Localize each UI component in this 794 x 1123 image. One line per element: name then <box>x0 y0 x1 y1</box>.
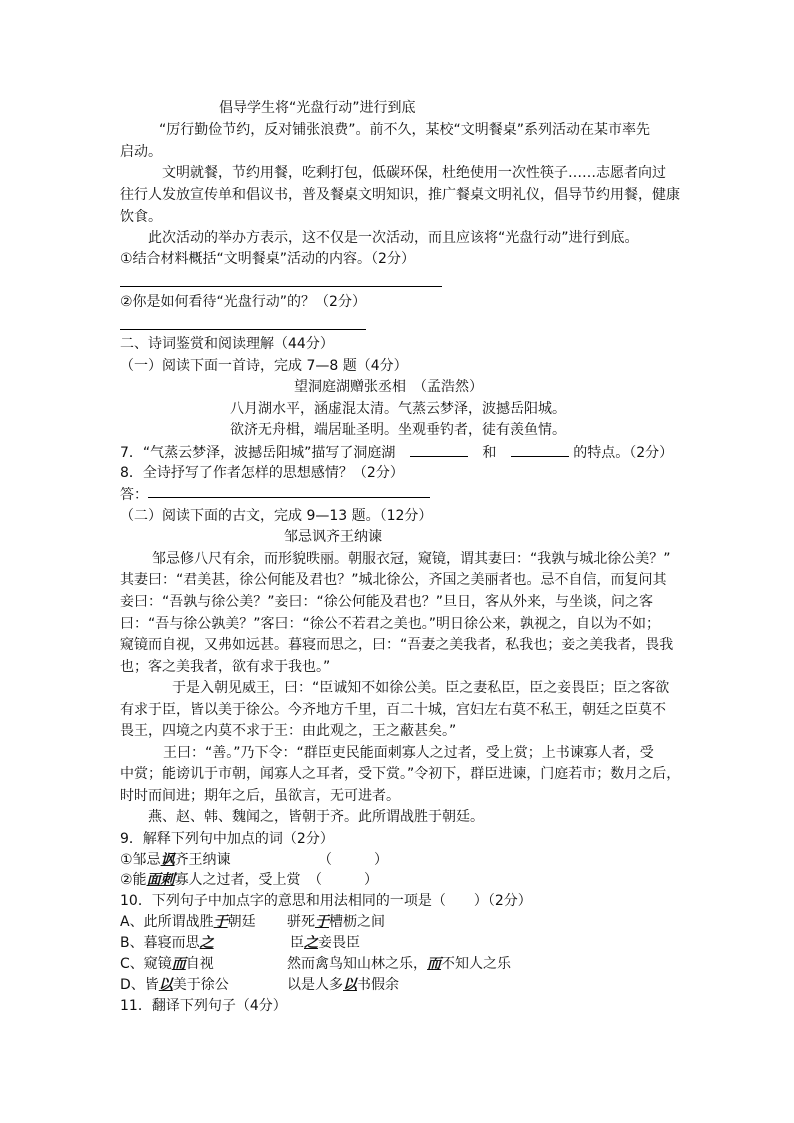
dotted-word: 而 <box>171 956 186 972</box>
question-7-text-end: 的特点。（2分） <box>573 445 674 461</box>
option-d-left: D、皆以美于徐公 <box>120 977 229 993</box>
passage-line: 饮食。 <box>120 209 162 225</box>
passage-line: 启动。 <box>120 144 162 160</box>
part-heading: （二）阅读下面的古文，完成 9—13 题。（12分） <box>120 508 433 524</box>
question-7 <box>120 442 673 463</box>
question-10: 10．下列句子中加点字的意思和用法相同的一项是（ ）（2分） <box>120 893 532 909</box>
answer-paren[interactable]: （ ） <box>308 872 378 888</box>
blank-field[interactable] <box>511 442 569 457</box>
question-9: 9．解释下列句中加点的词（2分） <box>120 831 334 847</box>
prose-line: 畏王，四境之内莫不求于王：由此观之，王之蔽甚矣。” <box>120 723 457 739</box>
option-a-left: A、此所谓战胜于朝廷 <box>120 914 256 930</box>
passage-line: 文明就餐，节约用餐，吃剩打包，低碳环保，杜绝使用一次性筷子……志愿者向过 <box>162 165 666 181</box>
answer-line[interactable] <box>120 286 442 287</box>
poem-title: 望洞庭湖赠张丞相 （孟浩然） <box>294 379 483 395</box>
prose-line: 曰：“吾与徐公孰美？”客曰：“徐公不若君之美也。”明日徐公来，孰视之，自以为不如； <box>120 616 661 632</box>
answer-label: 答： <box>120 487 148 503</box>
prose-line: 窥镜而自视，又弗如远甚。暮寝而思之，曰：“吾妻之美我者，私我也；妾之美我者，畏我 <box>120 637 674 653</box>
passage-line: “厉行勤俭节约，反对铺张浪费”。前不久，某校“文明餐桌”系列活动在某市率先 <box>159 122 651 138</box>
question-2: ②你是如何看待“光盘行动”的？（2分） <box>120 294 366 310</box>
part-heading: （一）阅读下面一首诗，完成 7—8 题（4分） <box>120 358 408 374</box>
poem-line: 八月湖水平，涵虚混太清。气蒸云梦泽，波撼岳阳城。 <box>230 401 566 417</box>
passage-line: 此次活动的举办方表示，这不仅是一次活动，而且应该将“光盘行动”进行到底。 <box>148 230 639 246</box>
question-9-item: ②能面刺寡人之过者，受上赏 <box>120 872 301 888</box>
dotted-word: 而 <box>427 956 441 972</box>
answer-line[interactable] <box>148 497 430 498</box>
option-d-right: 以是人多以书假余 <box>287 977 399 993</box>
dotted-word: 面刺 <box>146 872 175 888</box>
option-c-right: 然而禽鸟知山林之乐，而不知人之乐 <box>287 956 511 972</box>
option-b-left: B、暮寝而思之 <box>120 935 214 951</box>
section-heading: 二、诗词鉴赏和阅读理解（44分） <box>120 336 334 352</box>
prose-line: 有求于臣，皆以美于徐公。今齐地方千里，百二十城，宫妇左右莫不私王，朝廷之臣莫不 <box>120 702 666 718</box>
passage-line: 往行人发放宣传单和倡议书，普及餐桌文明知识，推广餐桌文明礼仪，倡导节约用餐，健康 <box>120 187 680 203</box>
dotted-word: 于 <box>213 914 228 930</box>
dotted-word: 以 <box>343 977 357 993</box>
dotted-word: 以 <box>158 977 173 993</box>
dotted-word: 于 <box>315 914 329 930</box>
poem-line: 欲济无舟楫，端居耻圣明。坐观垂钓者，徒有羡鱼情。 <box>230 422 566 438</box>
answer-line[interactable] <box>120 329 366 330</box>
question-1: ①结合材料概括“文明餐桌”活动的内容。（2分） <box>120 251 415 267</box>
prose-line: 王曰：“善。”乃下令：“群臣吏民能面刺寡人之过者，受上赏；上书谏寡人者，受 <box>163 745 654 761</box>
option-a-right: 骈死于槽枥之间 <box>287 914 385 930</box>
prose-line: 邹忌修八尺有余，而形貌昳丽。朝服衣冠，窥镜，谓其妻曰：“我孰与城北徐公美？” <box>152 551 671 567</box>
dotted-word: 之 <box>304 935 318 951</box>
prose-line: 燕、赵、韩、魏闻之，皆朝于齐。此所谓战胜于朝廷。 <box>148 809 484 825</box>
question-7-text: 7．“气蒸云梦泽，波撼岳阳城”描写了洞庭湖 <box>120 445 396 461</box>
prose-line: 于是入朝见威王，曰：“臣诚知不如徐公美。臣之妻私臣，臣之妾畏臣；臣之客欲 <box>172 680 670 696</box>
answer-paren[interactable]: （ ） <box>318 852 388 868</box>
prose-line: 妾曰：“吾孰与徐公美？”妾曰：“徐公何能及君也？”旦日，客从外来，与坐谈，问之客 <box>120 594 654 610</box>
dotted-word: 之 <box>199 935 214 951</box>
question-8: 8．全诗抒写了作者怎样的思想感情？（2分） <box>120 465 404 481</box>
prose-line: 也；客之美我者，欲有求于我也。” <box>120 659 331 675</box>
blank-field[interactable] <box>410 442 468 457</box>
option-b-right: 臣之妾畏臣 <box>290 935 360 951</box>
question-7-and: 和 <box>482 445 497 461</box>
question-11: 11．翻译下列句子（4分） <box>120 998 287 1014</box>
question-9-item: ①邹忌讽齐王纳谏 <box>120 852 231 868</box>
passage-title: 倡导学生将“光盘行动”进行到底 <box>219 100 416 116</box>
prose-line: 其妻曰：“君美甚，徐公何能及君也？”城北徐公，齐国之美丽者也。忌不自信，而复问其 <box>120 572 667 588</box>
prose-title: 邹忌讽齐王纳谏 <box>284 529 382 545</box>
option-c-left: C、窥镜而自视 <box>120 956 214 972</box>
dotted-word: 讽 <box>160 852 175 868</box>
prose-line: 中赏；能谤讥于市朝，闻寡人之耳者，受下赏。”令初下，群臣进谏，门庭若市；数月之后， <box>120 766 681 782</box>
prose-line: 时时而间进；期年之后，虽欲言，无可进者。 <box>120 788 400 804</box>
